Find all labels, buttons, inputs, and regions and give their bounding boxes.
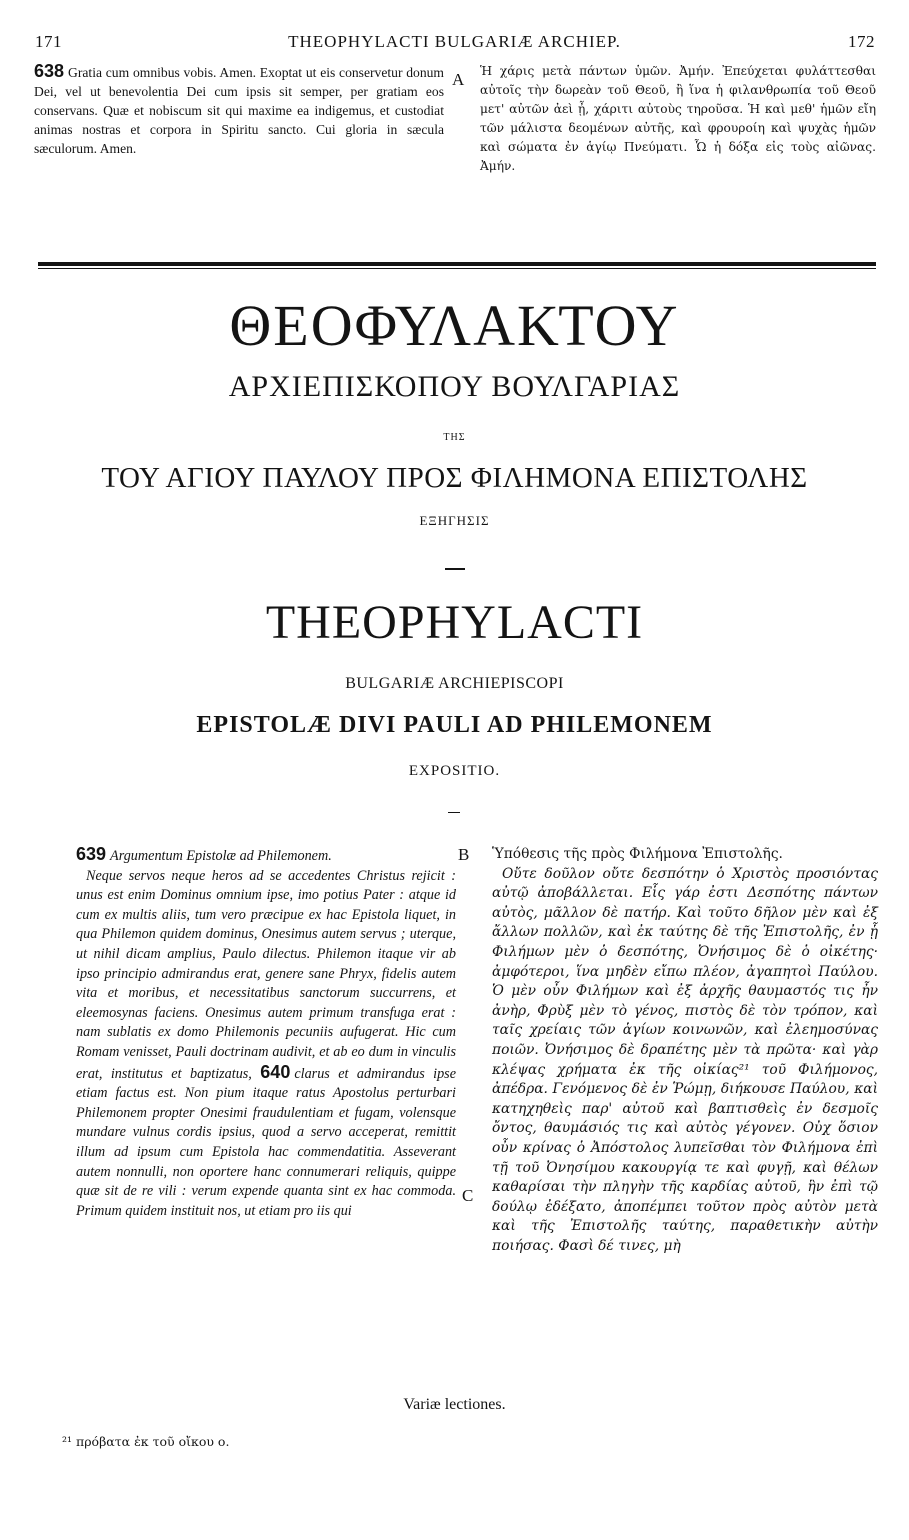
divider-rule [38,262,876,266]
greek-work-title: ΤΟΥ ΑΓΙΟΥ ΠΑΥΛΟΥ ΠΡΟΣ ΦΙΛΗΜΟΝΑ ΕΠΙΣΤΟΛΗΣ [101,462,808,494]
divider-rule-thin [38,268,876,269]
page-number-left: 171 [35,32,62,51]
greek-column-main [492,845,878,1256]
section-marker-c: C [462,1186,474,1205]
section-marker-a: A [452,70,465,89]
latin-column-main [76,845,456,1221]
latin-paragraph: Gratia cum omnibus vobis. Amen. Exoptat ut eis conservetur donum Dei, vel ut benevolentia Dei cum ipsis sit semper, per gratiam eos conservans. Quæ et nobiscum sit qui maxime ea indigemus, et custodiat animas nostras et corpora in Spiritu sancto. Cui gloria in sæcula sæculorum. Amen. [34,65,444,156]
greek-article: ΤΗΣ [443,432,466,443]
greek-heading: Ὑπόθεσις τῆς πρὸς Φιλήμονα Ἐπιστολῆς. [492,846,783,862]
section-marker-b: B [458,845,470,864]
title-separator [445,568,465,570]
latin-argument-continuation: clarus et admirandus ipse etiam factus est. Non pium itaque ratus Apostolus perturbari Philemonem propter Onesimi fraudulentiam et fugam, volensque mundare vulnus cordis ipsius, quod a servo acceperat, remittit illum ad ipsum cum Epistola hac commendatitia. Asseverant autem nonnulli, non oportere hanc connumerari reliquis, quippe quæ sit de re vili : verum expende quanta sint ex hac commoda. Primum quidem instituit nos, ut etiam pro iis qui [76,1065,456,1219]
latin-work-title: EPISTOLÆ DIVI PAULI AD PHILEMONEM [196,712,713,738]
greek-author-title: ΘΕΟΦΥΛΑΚΤΟΥ [229,293,680,358]
latin-heading: Argumentum Epistolæ ad Philemonem. [110,848,332,864]
page-number-right: 172 [848,32,875,51]
title-separator-small [448,812,460,813]
column-number: 639 [76,844,107,864]
running-title: THEOPHYLACTI BULGARIÆ ARCHIEP. [288,32,621,51]
greek-paragraph: Ἡ χάρις μετὰ πάντων ὑμῶν. Ἀμήν. Ἐπεύχεται φυλάττεσθαι αὐτοῖς τὴν δωρεὰν τοῦ Θεοῦ, ἢ ἵνα ἡ φιλανθρωπία τοῦ Θεοῦ μετ' αὐτῶν ἀεὶ ᾖ, χάριτι αὐτοὺς τηροῦσα. Ἡ καὶ μεθ' ἡμῶν εἴη τῶν μάλιστα δεομένων αὐτῆς, καὶ φρουροίη καὶ ψυχὰς ἡμῶν καὶ σώματα ἐν ἁγίῳ Πνεύματι. Ὧ ἡ δόξα εἰς τοὺς αἰῶνας. Ἀμήν. [480,64,876,173]
greek-column-top [480,62,876,176]
latin-author-title: THEOPHYLACTI [265,596,644,649]
column-number: 640 [260,1061,291,1082]
greek-exegesis-title: ΕΞΗΓΗΣΙΣ [419,513,490,528]
greek-rank-title: ΑΡΧΙΕΠΙΣΚΟΠΟΥ ΒΟΥΛΓΑΡΙΑΣ [228,370,681,403]
column-number: 638 [34,61,65,81]
latin-argument-paragraph: Neque servos neque heros ad se accedentes Christus rejicit : unus est enim Dominus omnium ipse, imo potius Pater : atque id cum ex multis aliis, tum vero præcipue ex hac Epistola liquet, in qua Philemon quidem dominus, Onesimus autem servus ; uterque, ut nihil dicam amplius, Paulo dilectus. Philemon itaque vir ab ipso principio admirandus erat, genere sane Phryx, fidelis autem vita et moribus, et necessitatibus sanctorum succurrens, et eleemosynas faciens. Onesimus autem primum transfuga erat : nam sublatis ex domo Philemonis pecuniis aufugerat. Hic cum Romam venisset, Pauli doctrinam audivit, et ab eo dum in vinculis erat, institutus et baptizatus, [76,867,456,1082]
latin-column-top [34,62,444,158]
variae-lectiones-heading: Variæ lectiones. [403,1396,506,1413]
latin-rank-title: BULGARIÆ ARCHIEPISCOPI [345,675,564,692]
footnote: ²¹ πρόβατα ἐκ τοῦ οἴκου ο. [62,1434,230,1449]
latin-expositio-title: EXPOSITIO. [408,763,501,779]
greek-argument-paragraph: Οὔτε δοῦλον οὔτε δεσπότην ὁ Χριστὸς προσιόντας αὐτῷ ἀποβάλλεται. Εἷς γάρ ἐστι Δεσπότης πάντων αὐτὸς, μᾶλλον δὲ πατήρ. Καὶ τοῦτο δῆλον μὲν καὶ ἐξ ἄλλων πολλῶν, καὶ ἐκ ταύτης δὲ τῆς Ἐπιστολῆς, ἐν ᾗ Φιλήμων μὲν ὁ δεσπότης, Ὀνήσιμος δὲ ὁ οἰκέτης· ἀμφότεροι, ἵνα μηδὲν εἴπω πλέον, ἀγαπητοὶ Παύλου. Ὁ μὲν οὖν Φιλήμων καὶ ἐξ ἀρχῆς θαυμαστός τις ἦν ἀνὴρ, Φρὺξ μὲν τὸ γένος, πιστὸς δὲ τὸν τρόπον, καὶ ταῖς χρείαις τῶν ἁγίων κοινωνῶν, καὶ ἐλεημοσύνας ποιῶν. Ὀνήσιμος δὲ δραπέτης μὲν τὰ πρῶτα· καὶ γὰρ κλέψας χρήματα ἐκ τῆς οἰκίας²¹ τοῦ Φιλήμονος, ἀπέδρα. Γενόμενος δὲ ἐν Ῥώμῃ, διήκουσε Παύλου, καὶ κατηχηθεὶς παρ' αὐτοῦ καὶ βαπτισθεὶς ἐν δεσμοῖς ὄντος, θαυμάσιός τις καὶ αὐτὸς γέγονεν. Οὐχ ὅσιον οὖν κρίνας ὁ Ἀπόστολος λυπεῖσθαι τὸν Φιλήμονα ἐπὶ τῇ τοῦ Ὀνησίμου κακουργίᾳ τε καὶ φυγῇ, καὶ θέλων καθαρίσαι τὴν πληγὴν τῆς καρδίας αὐτοῦ, ἣν ἐπὶ τῷ δούλῳ ἐδέξατο, ἀποπέμπει τοῦτον πρὸς αὐτὸν μετὰ καὶ τῆς Ἐπιστολῆς ταύτης, παραθετικὴν αὐτὴν ποιήσας. Φασὶ δέ τινες, μὴ [492,865,878,1254]
